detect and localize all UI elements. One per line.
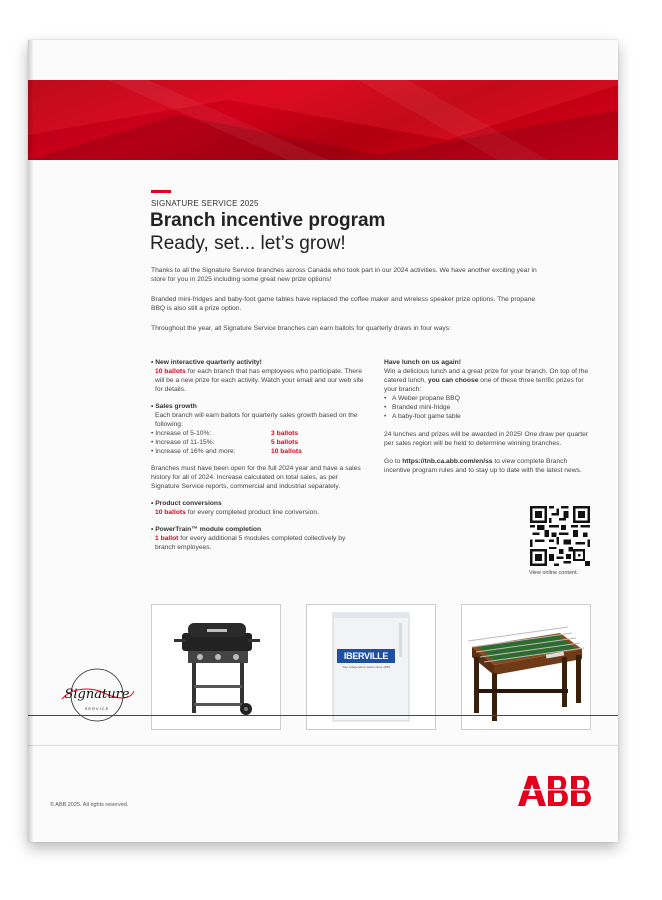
sales-tier-value: 10 ballots [271, 448, 302, 455]
activity-heading: • New interactive quarterly activity! [151, 359, 262, 366]
conversions-description: for every completed product line conversion. [185, 509, 319, 516]
website-text-end: to view complete Branch incentive program rules and to stay up to date with the latest news. [384, 458, 582, 474]
grey-divider [28, 745, 618, 746]
intro-paragraph-3: Throughout the year, all Signature Service branches can earn ballots for quarterly draws in four ways: [151, 325, 451, 332]
website-text [384, 457, 594, 475]
lunch-text-bold: you can choose [427, 377, 479, 384]
sales-tier-label: • Increase of 16% and more: [151, 448, 236, 455]
powertrain-ballots: 1 ballot [155, 535, 179, 542]
website-link[interactable]: https://tnb.ca.abb.com/en/ss [402, 458, 493, 465]
header-banner [28, 80, 618, 160]
powertrain-description: for every additional 5 modules completed collectively by branch employees. [155, 535, 346, 551]
intro-paragraph-1: Thanks to all the Signature Service branches across Canada who took part in our 2024 activities. We have another exciting year in store for you in 2025 including some great new prize options! [151, 267, 537, 283]
page-title: Branch incentive program [150, 210, 386, 231]
powertrain-text [151, 534, 366, 552]
conversions-ballots: 10 ballots [155, 509, 186, 516]
lunch-text [384, 367, 594, 394]
fridge-brand: IBERVILLE [343, 651, 389, 661]
sales-heading: • Sales growth [151, 403, 197, 410]
sales-intro: Each branch will earn ballots for quarterly sales growth based on the following: [155, 412, 358, 428]
abb-logo [516, 775, 594, 807]
fridge-tagline: Your independent stores since 1959 [342, 665, 390, 669]
conversions-text [151, 508, 366, 517]
signature-service-logo [52, 665, 142, 725]
bbq-icon [152, 605, 280, 729]
powertrain-heading: • PowerTrain™ module completion [151, 526, 262, 533]
signature-logo-script: Signature [64, 687, 130, 702]
sales-tier-value: 5 ballots [271, 439, 299, 446]
right-column [384, 358, 594, 475]
lunch-text-end: one of these three terrific prizes for your branch: [384, 377, 584, 393]
left-column [151, 358, 366, 552]
bbq-image [151, 604, 281, 730]
activity-text [151, 367, 366, 394]
conversions-heading: • Product conversions [151, 500, 222, 507]
activity-description: for each branch that has employees who participate. There will be a new prize for each activity. Watch your email and our web site for details. [155, 368, 364, 393]
qr-caption: View online content. [529, 570, 579, 576]
sales-tier [151, 447, 366, 456]
intro-paragraph-2: Branded mini-fridges and baby-foot game tables have replaced the coffee maker and wireless speaker prize options. The propane BBQ is also still a prize option. [151, 296, 536, 312]
eyebrow-label: SIGNATURE SERVICE 2025 [151, 199, 259, 208]
qr-code[interactable] [530, 506, 590, 566]
accent-bar [151, 190, 171, 193]
prize-list [384, 394, 594, 421]
prize-list-item: • Branded mini-fridge [384, 403, 594, 412]
signature-logo-small: SERVICE [84, 706, 110, 711]
sales-tier [151, 438, 366, 447]
sales-tier-value: 3 ballots [271, 430, 299, 437]
prize-list-item: • A Weber propane BBQ [384, 394, 594, 403]
lunch-heading: Have lunch on us again! [384, 359, 461, 366]
foosball-table-icon [462, 605, 590, 729]
foosball-image [461, 604, 591, 730]
brochure-page [28, 40, 618, 842]
copyright: © ABB 2025. All rights reserved. [50, 802, 129, 808]
prize-list-item: • A baby-foot game table [384, 412, 594, 421]
website-text-start: Go to [384, 458, 403, 465]
sales-note: Branches must have been open for the full 2024 year and have a sales history for all of 2024. Increase calculated on total sales, as per Signature Service reports, commercial and industrial separately. [151, 465, 361, 490]
fridge-image [306, 604, 436, 730]
sales-tier-label: • Increase of 11-15%: [151, 439, 215, 446]
red-divider [28, 715, 618, 716]
page-subtitle: Ready, set... let’s grow! [150, 233, 346, 254]
sales-tier [151, 429, 366, 438]
draw-text: 24 lunches and prizes will be awarded in 2025! One draw per quarter per sales region will be held to determine winning branches. [384, 431, 589, 447]
sales-tier-label: • Increase of 5-10%: [151, 430, 212, 437]
lunch-text-start: Win a delicious lunch and a great prize for your branch. On top of the catered lunch, [384, 368, 589, 384]
activity-ballots: 10 ballots [155, 368, 186, 375]
